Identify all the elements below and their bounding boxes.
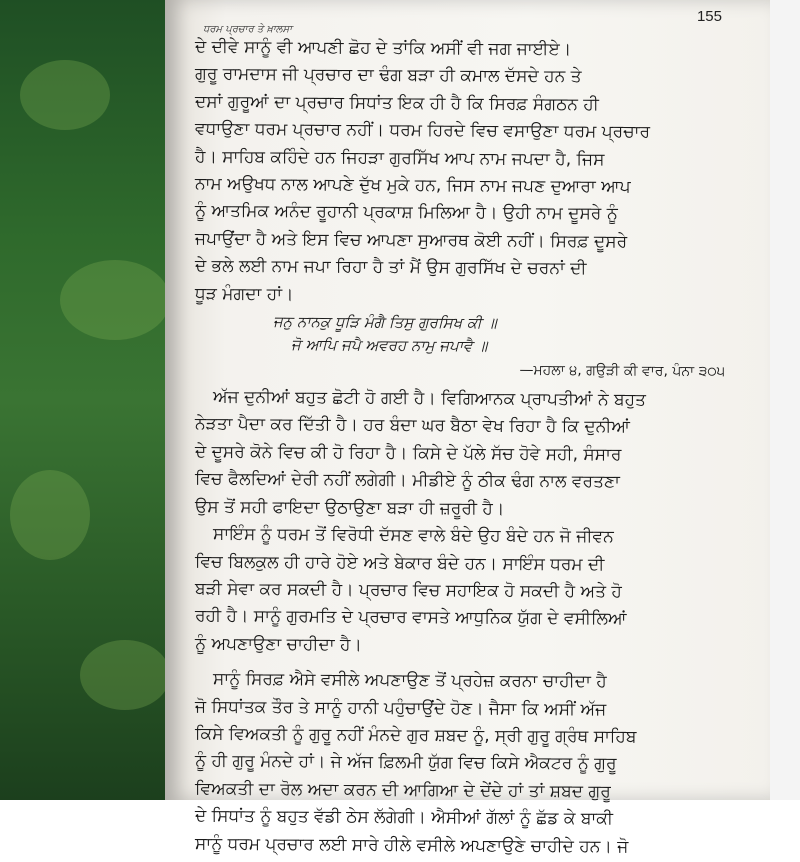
text-line: ਜਪਾਉਂਦਾ ਹੈ ਅਤੇ ਇਸ ਵਿਚ ਆਪਣਾ ਸੁਆਰਥ ਕੋਈ ਨਹੀਂ। ਸਿਰਫ਼ ਦੂਸਰੇ [195, 228, 628, 252]
text-line: ਨੂੰ ਆਤਮਿਕ ਅਨੰਦ ਰੂਹਾਨੀ ਪ੍ਰਕਾਸ਼ ਮਿਲਿਆ ਹੈ। ਉਹੀ ਨਾਮ ਦੂਸਰੇ ਨੂੰ [195, 201, 618, 225]
text-line: ਨੇੜਤਾ ਪੈਦਾ ਕਰ ਦਿੱਤੀ ਹੈ। ਹਰ ਬੰਦਾ ਘਰ ਬੈਠਾ ਵੇਖ ਰਿਹਾ ਹੈ ਕਿ ਦੁਨੀਆਂ [195, 414, 630, 438]
paragraph-1 [195, 34, 745, 312]
page-body [195, 34, 745, 862]
text-line: ਕਿਸੇ ਵਿਅਕਤੀ ਨੂੰ ਗੁਰੂ ਨਹੀਂ ਮੰਨਦੇ ਗੁਰ ਸ਼ਬਦ ਨੂੰ, ਸ੍ਰੀ ਗੁਰੂ ਗ੍ਰੰਥ ਸਾਹਿਬ [195, 723, 637, 748]
text-line: ਸਾਨੂੰ ਸਿਰਫ਼ ਐਸੇ ਵਸੀਲੇ ਅਪਣਾਉਣ ਤੋਂ ਪ੍ਰਹੇਜ਼ ਕਰਨਾ ਚਾਹੀਦਾ ਹੈ [213, 669, 607, 692]
text-line: ਵਿਅਕਤੀ ਦਾ ਰੋਲ ਅਦਾ ਕਰਨ ਦੀ ਆਗਿਆ ਦੇ ਦੇਂਦੇ ਹਾਂ ਤਾਂ ਸ਼ਬਦ ਗੁਰੂ [195, 778, 611, 802]
text-line: ਨੂੰ ਅਪਣਾਉਣਾ ਚਾਹੀਦਾ ਹੈ। [195, 633, 362, 655]
quote-citation: —ਮਹਲਾ ੪, ਗਉੜੀ ਕੀ ਵਾਰ, ਪੰਨਾ ੩੦੫ [519, 362, 725, 380]
paragraph-2 [195, 384, 745, 525]
text-line: ਦੇ ਦੂਸਰੇ ਕੋਨੇ ਵਿਚ ਕੀ ਹੋ ਰਿਹਾ ਹੈ। ਕਿਸੇ ਦੇ ਪੱਲੇ ਸੱਚ ਹੋਵੇ ਸਹੀ, ਸੰਸਾਰ [195, 441, 622, 465]
text-line: ਦਸਾਂ ਗੁਰੂਆਂ ਦਾ ਪ੍ਰਚਾਰ ਸਿਧਾਂਤ ਇਕ ਹੀ ਹੈ ਕਿ ਸਿਰਫ਼ ਸੰਗਠਨ ਹੀ [195, 91, 599, 115]
text-line: ਦੇ ਦੀਵੇ ਸਾਨੂੰ ਵੀ ਆਪਣੀ ਛੋਹ ਦੇ ਤਾਂਕਿ ਅਸੀਂ ਵੀ ਜਗ ਜਾਈਏ। [195, 37, 572, 60]
text-line: ਰਹੀ ਹੈ। ਸਾਨੂੰ ਗੁਰਮਤਿ ਦੇ ਪ੍ਰਚਾਰ ਵਾਸਤੇ ਆਧੁਨਿਕ ਯੁੱਗ ਦੇ ਵਸੀਲਿਆਂ [195, 606, 627, 630]
text-line: ਸਾਇੰਸ ਨੂੰ ਧਰਮ ਤੋਂ ਵਿਰੋਧੀ ਦੱਸਣ ਵਾਲੇ ਬੰਦੇ ਉਹ ਬੰਦੇ ਹਨ ਜੋ ਜੀਵਨ [213, 524, 614, 548]
text-line: ਬੜੀ ਸੇਵਾ ਕਰ ਸਕਦੀ ਹੈ। ਪ੍ਰਚਾਰ ਵਿਚ ਸਹਾਇਕ ਹੋ ਸਕਦੀ ਹੈ ਅਤੇ ਹੋ [195, 578, 622, 602]
text-line: ਸਾਨੂੰ ਧਰਮ ਪ੍ਰਚਾਰ ਲਈ ਸਾਰੇ ਹੀਲੇ ਵਸੀਲੇ ਅਪਣਾਉਣੇ ਚਾਹੀਦੇ ਹਨ। ਜੋ [195, 833, 629, 857]
paragraph-4 [195, 666, 745, 862]
running-head: ਧਰਮ ਪ੍ਰਚਾਰ ਤੇ ਖ਼ਾਲਸਾ [203, 24, 292, 35]
text-line: ਗੁਰੂ ਰਾਮਦਾਸ ਜੀ ਪ੍ਰਚਾਰ ਦਾ ਢੰਗ ਬੜਾ ਹੀ ਕਮਾਲ ਦੱਸਦੇ ਹਨ ਤੇ [195, 64, 582, 88]
text-line: ਦੇ ਭਲੇ ਲਈ ਨਾਮ ਜਪਾ ਰਿਹਾ ਹੈ ਤਾਂ ਮੈਂ ਉਸ ਗੁਰਸਿੱਖ ਦੇ ਚਰਨਾਂ ਦੀ [195, 256, 587, 279]
page-number: 155 [696, 8, 722, 25]
text-line: ਹੈ। ਸਾਹਿਬ ਕਹਿੰਦੇ ਹਨ ਜਿਹੜਾ ਗੁਰਸਿੱਖ ਆਪ ਨਾਮ ਜਪਦਾ ਹੈ, ਜਿਸ [195, 146, 605, 170]
text-line: ਨੂੰ ਹੀ ਗੁਰੂ ਮੰਨਦੇ ਹਾਂ। ਜੇ ਅੱਜ ਫ਼ਿਲਮੀ ਯੁੱਗ ਵਿਚ ਕਿਸੇ ਐਕਟਰ ਨੂੰ ਗੁਰੂ [195, 751, 617, 775]
text-line: ਉਸ ਤੋਂ ਸਹੀ ਫਾਇਦਾ ਉਠਾਉਣਾ ਬੜਾ ਹੀ ਜ਼ਰੂਰੀ ਹੈ। [195, 496, 505, 519]
quote-line: ਜੋ ਆਪਿ ਜਪੈ ਅਵਰਹ ਨਾਮੁ ਜਪਾਵੈ ॥ [291, 335, 488, 356]
background-foliage [0, 0, 178, 800]
text-line: ਦੇ ਸਿਧਾਂਤ ਨੂੰ ਬਹੁਤ ਵੱਡੀ ਠੇਸ ਲੱਗੇਗੀ। ਐਸੀਆਂ ਗੱਲਾਂ ਨੂੰ ਛੱਡ ਕੇ ਬਾਕੀ [195, 806, 614, 830]
paragraph-3 [195, 521, 745, 662]
text-line: ਅੱਜ ਦੁਨੀਆਂ ਬਹੁਤ ਛੋਟੀ ਹੋ ਗਈ ਹੈ। ਵਿਗਿਆਨਕ ਪ੍ਰਾਪਤੀਆਂ ਨੇ ਬਹੁਤ [213, 387, 646, 411]
text-line: ਨਾਮ ਅਉਖਧ ਨਾਲ ਆਪਣੇ ਦੁੱਖ ਮੁਕੇ ਹਨ, ਜਿਸ ਨਾਮ ਜਪਣ ਦੁਆਰਾ ਆਪ [195, 174, 631, 198]
text-line: ਵਧਾਉਣਾ ਧਰਮ ਪ੍ਰਚਾਰ ਨਹੀਂ। ਧਰਮ ਹਿਰਦੇ ਵਿਚ ਵਸਾਉਣਾ ਧਰਮ ਪ੍ਰਚਾਰ [195, 119, 651, 143]
text-line: ਵਿਚ ਬਿਲਕੁਲ ਹੀ ਹਾਰੇ ਹੋਏ ਅਤੇ ਬੇਕਾਰ ਬੰਦੇ ਹਨ। ਸਾਇੰਸ ਧਰਮ ਦੀ [195, 551, 605, 575]
text-line: ਧੂੜ ਮੰਗਦਾ ਹਾਂ। [195, 283, 294, 305]
text-line: ਜੋ ਸਿਧਾਂਤਕ ਤੌਰ ਤੇ ਸਾਨੂੰ ਹਾਨੀ ਪਹੁੰਚਾਉਂਦੇ ਹੋਣ। ਜੈਸਾ ਕਿ ਅਸੀਂ ਅੱਜ [195, 696, 607, 720]
text-line: ਵਿਚ ਫੈਲਦਿਆਂ ਦੇਰੀ ਨਹੀਂ ਲਗੇਗੀ। ਮੀਡੀਏ ਨੂੰ ਠੀਕ ਢੰਗ ਨਾਲ ਵਰਤਣਾ [195, 469, 620, 493]
scripture-quote [195, 308, 745, 388]
quote-line: ਜਨੁ ਨਾਨਕੁ ਧੂੜਿ ਮੰਗੈ ਤਿਸੁ ਗੁਰਸਿਖ ਕੀ ॥ [273, 312, 497, 333]
book-page [165, 0, 770, 857]
